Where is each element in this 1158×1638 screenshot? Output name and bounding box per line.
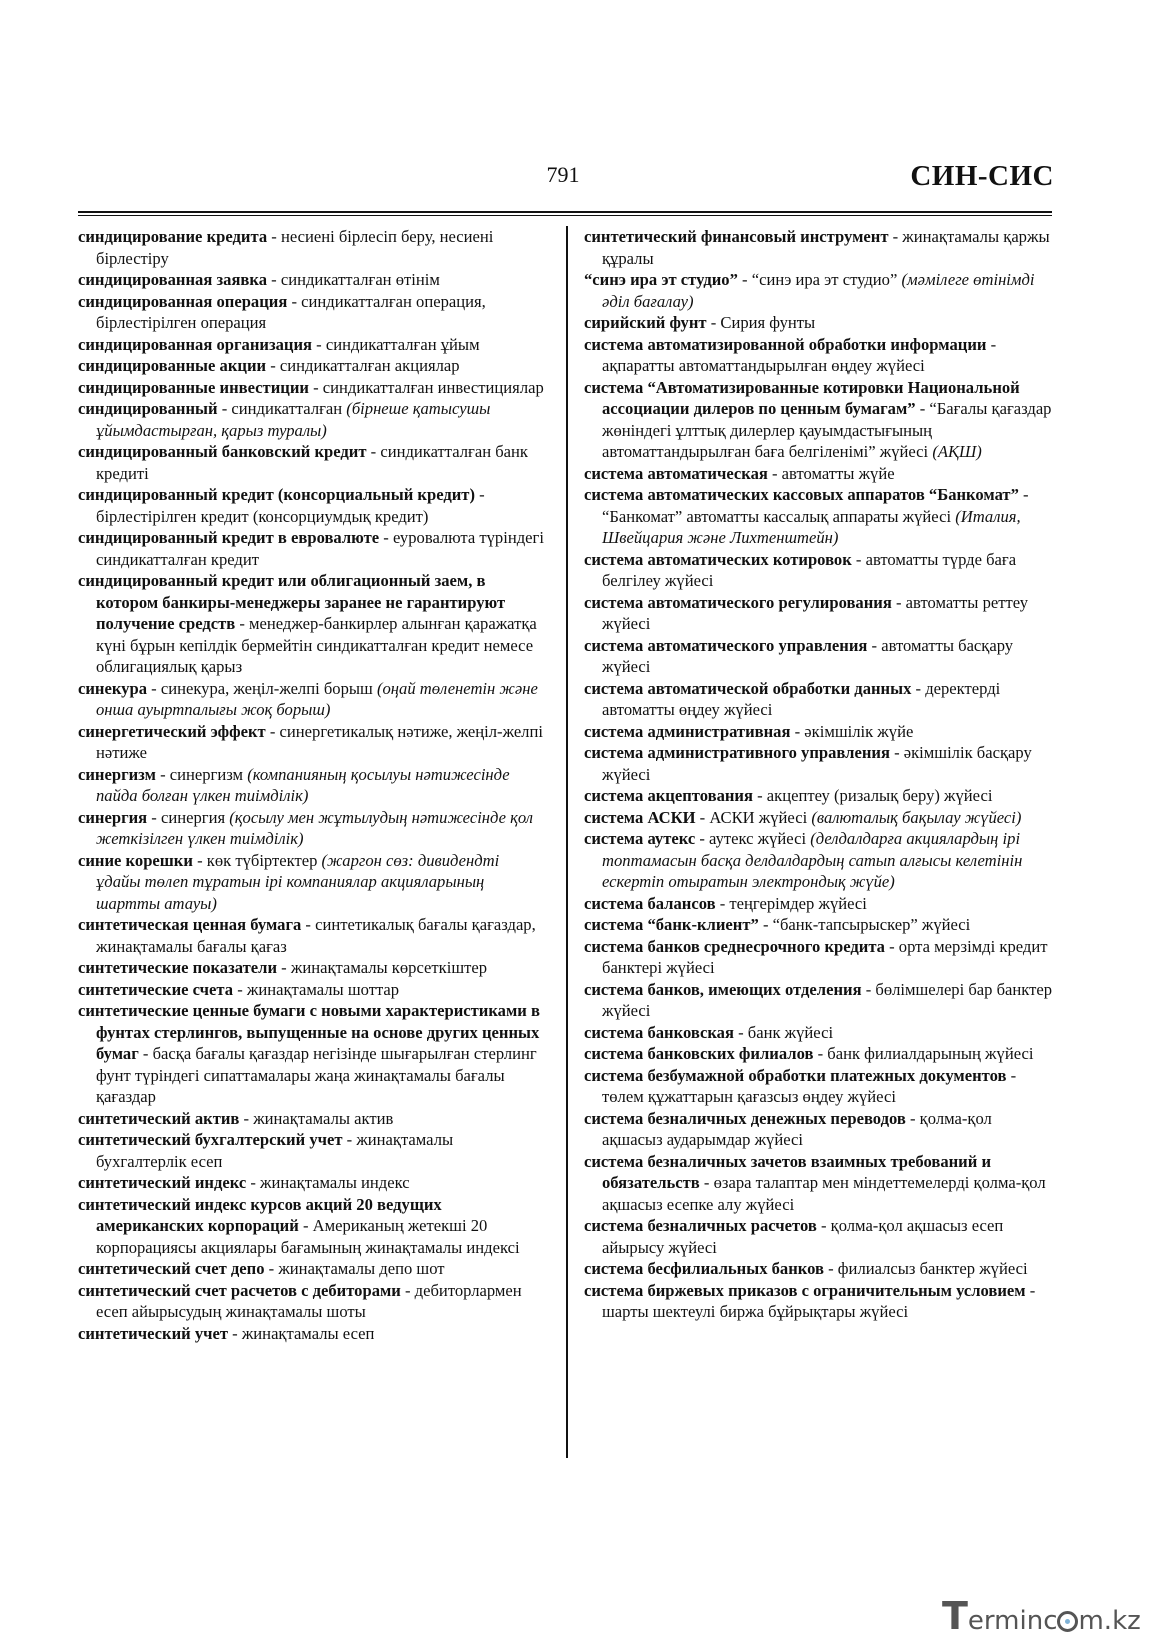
dictionary-entry bbox=[584, 828, 1056, 893]
dictionary-entry bbox=[78, 269, 546, 291]
entry-definition: - синдикатталған өтінім bbox=[267, 270, 440, 289]
dictionary-entry bbox=[584, 463, 1056, 485]
entry-term: синдицированная организация bbox=[78, 334, 313, 354]
entry-note: (мәмілеге өтінімді әділ бағалау) bbox=[602, 270, 1035, 311]
entry-definition: - автоматты жүйе bbox=[767, 463, 895, 483]
entry-definition: - синдикатталған акциялар bbox=[266, 356, 460, 375]
dictionary-entry bbox=[584, 936, 1056, 979]
entry-definition: - жинақтамалы шоттар bbox=[233, 979, 400, 999]
entry-term: система аутекс bbox=[584, 829, 696, 848]
entry-definition: - синдикатталған инвестициялар bbox=[308, 377, 544, 397]
entry-definition: - автоматты түрде баға белгілеу жүйесі bbox=[602, 549, 1017, 590]
page-number: 791 bbox=[546, 162, 580, 187]
entry-term: система балансов bbox=[584, 893, 716, 913]
entry-term: синдицированный кредит (консорциальный кредит) bbox=[78, 485, 475, 504]
entry-term: система административного управления bbox=[584, 743, 890, 762]
dictionary-entry bbox=[584, 1280, 1056, 1323]
entry-term: система автоматической обработки данных bbox=[584, 678, 912, 698]
dictionary-entry bbox=[78, 334, 546, 356]
entry-term: система АСКИ bbox=[584, 807, 696, 827]
right-column bbox=[584, 226, 1056, 1323]
dictionary-entry bbox=[584, 1043, 1056, 1065]
dictionary-entry bbox=[584, 1258, 1056, 1280]
dictionary-entry bbox=[584, 1151, 1056, 1216]
entry-term: синтетический индекс курсов акций 20 ведущих американских корпораций bbox=[78, 1194, 442, 1235]
entry-definition: - менеджер-банкирлер алынған қаражатқа күні бұрын кепілдік бермейтін синдикатталған кредит немесе облигациялық қарыз bbox=[96, 614, 537, 676]
globe-icon bbox=[1057, 1611, 1078, 1632]
entry-term: система банков, имеющих отделения bbox=[584, 979, 862, 999]
dictionary-entry bbox=[584, 1108, 1056, 1151]
entry-term: синдицирование кредита bbox=[78, 227, 268, 246]
dictionary-entry bbox=[584, 678, 1056, 721]
entry-definition: - синдикатталған ұйым bbox=[312, 334, 480, 354]
entry-term: система “банк-клиент” bbox=[584, 915, 759, 934]
entry-term: синтетический бухгалтерский учет bbox=[78, 1130, 343, 1149]
dictionary-entry bbox=[584, 893, 1056, 915]
entry-definition: - деректерді автоматты өңдеу жүйесі bbox=[602, 678, 1001, 719]
dictionary-entry bbox=[584, 1215, 1056, 1258]
entry-definition: - қолма-қол ақшасыз есеп айырысу жүйесі bbox=[602, 1216, 1004, 1257]
entry-definition: - жинақтамалы актив bbox=[239, 1108, 394, 1128]
entry-definition: - жинақтамалы бухгалтерлік есеп bbox=[96, 1130, 454, 1171]
dictionary-entry bbox=[78, 721, 546, 764]
entry-term: синдицированные инвестиции bbox=[78, 377, 309, 397]
entry-definition: - орта мерзімді кредит банктері жүйесі bbox=[602, 936, 1048, 977]
dictionary-entry bbox=[584, 269, 1056, 312]
entry-definition: - “Бағалы қағаздар жөніндегі ұлттық дилерлер қауымдастығының автоматтандырылған баға белгіленімі” жүйесі bbox=[602, 399, 1052, 461]
entry-definition: - бірлестірілген кредит (консорциумдық кредит) bbox=[96, 485, 485, 526]
entry-definition: - “банк-тапсырыскер” жүйесі bbox=[758, 915, 971, 934]
dictionary-entry bbox=[78, 764, 546, 807]
dictionary-entry bbox=[584, 226, 1056, 269]
entry-definition: - банк жүйесі bbox=[733, 1022, 834, 1042]
entry-definition: - бөлімшелері бар банктер жүйесі bbox=[602, 979, 1053, 1020]
dictionary-entry bbox=[584, 592, 1056, 635]
entry-definition: - еуровалюта түріндегі синдикатталған кредит bbox=[96, 528, 544, 569]
entry-note: (оңай төленетін және онша ауыртпалығы жоқ борыш) bbox=[96, 678, 538, 719]
entry-term: синергия bbox=[78, 807, 148, 827]
entry-term: синтетический счет депо bbox=[78, 1259, 265, 1278]
dictionary-entry bbox=[78, 1194, 546, 1259]
entry-term: система банковская bbox=[584, 1022, 734, 1042]
header-rule-top bbox=[78, 211, 1052, 213]
entry-definition: - акцептеу (ризалық беру) жүйесі bbox=[752, 786, 993, 805]
entry-definition: - автоматты реттеу жүйесі bbox=[602, 592, 1028, 633]
entry-term: система биржевых приказов с ограничительным условием bbox=[584, 1280, 1026, 1300]
entry-note: (қосылу мен жұтылудың нәтижесінде қол жеткізілген үлкен тиімділік) bbox=[96, 807, 534, 848]
dictionary-entry bbox=[78, 807, 546, 850]
entry-definition: - синтетикалық бағалы қағаздар, жинақтамалы бағалы қағаз bbox=[96, 915, 536, 956]
dictionary-entry bbox=[78, 914, 546, 957]
termincom-logo: Terminc m.kz bbox=[942, 1594, 1141, 1638]
dictionary-entry bbox=[584, 721, 1056, 743]
entry-term: синтетический учет bbox=[78, 1323, 229, 1343]
entry-term: система административная bbox=[584, 721, 791, 741]
entry-term: синтетические показатели bbox=[78, 958, 278, 977]
column-divider bbox=[566, 226, 568, 1458]
dictionary-entry bbox=[584, 312, 1056, 334]
entry-definition: - синдикатталған операция, бірлестірілген операция bbox=[96, 291, 486, 332]
entry-definition: - несиені бірлесіп беру, несиені бірлестіру bbox=[96, 227, 494, 268]
entry-definition: - жинақтамалы есеп bbox=[228, 1323, 375, 1343]
dictionary-entry bbox=[78, 484, 546, 527]
entry-term: система автоматического регулирования bbox=[584, 592, 892, 612]
dictionary-entry bbox=[78, 1108, 546, 1130]
running-head: СИН-СИС bbox=[910, 160, 1054, 192]
entry-definition: - Сирия фунты bbox=[706, 313, 816, 332]
entry-definition: - қолма-қол ақшасыз аударымдар жүйесі bbox=[602, 1108, 992, 1149]
dictionary-entry bbox=[584, 334, 1056, 377]
entry-definition: - синдикатталған bbox=[217, 399, 347, 418]
entry-term: система “Автоматизированные котировки Национальной ассоциации дилеров по ценным бумагам” bbox=[584, 377, 1020, 418]
entry-term: система безналичных зачетов взаимных требований и обязательств bbox=[584, 1151, 992, 1192]
entry-term: синдицированные акции bbox=[78, 356, 267, 375]
entry-note: (бірнеше қатысушы ұйымдастырған, қарыз туралы) bbox=[96, 399, 491, 440]
entry-term: синдицированная операция bbox=[78, 291, 288, 311]
entry-term: система автоматическая bbox=[584, 463, 768, 483]
entry-definition: - теңгерімдер жүйесі bbox=[715, 893, 867, 913]
dictionary-entry bbox=[584, 742, 1056, 785]
entry-definition: - шарты шектеулі биржа бұйрықтары жүйесі bbox=[602, 1280, 1036, 1321]
entry-term: синтетическая ценная бумага bbox=[78, 915, 302, 934]
entry-term: система банков среднесрочного кредита bbox=[584, 936, 885, 956]
entry-term: система автоматических кассовых аппаратов “Банкомат” bbox=[584, 485, 1019, 504]
entry-definition: - жинақтамалы индекс bbox=[246, 1173, 410, 1192]
dictionary-entry bbox=[78, 979, 546, 1001]
dictionary-entry bbox=[78, 1129, 546, 1172]
entry-term: система безналичных денежных переводов bbox=[584, 1108, 906, 1128]
entry-definition: - синекура, жеңіл-желпі борыш bbox=[147, 678, 377, 698]
entry-term: синтетический индекс bbox=[78, 1173, 247, 1192]
entry-term: система безбумажной обработки платежных документов bbox=[584, 1065, 1007, 1085]
entry-term: система акцептования bbox=[584, 786, 753, 805]
entry-term: “синэ ира эт студио” bbox=[584, 270, 738, 289]
entry-definition: - аутекс жүйесі bbox=[695, 829, 811, 848]
entry-term: синдицированный банковский кредит bbox=[78, 442, 367, 461]
entry-term: система автоматизированной обработки информации bbox=[584, 334, 987, 354]
entry-term: система автоматических котировок bbox=[584, 549, 852, 569]
entry-term: синекура bbox=[78, 678, 148, 698]
dictionary-entry bbox=[78, 355, 546, 377]
entry-definition: - әкімшілік басқару жүйесі bbox=[602, 743, 1032, 784]
dictionary-entry bbox=[78, 398, 546, 441]
dictionary-entry bbox=[78, 1280, 546, 1323]
entry-definition: - “Банкомат” автоматты кассалық аппараты жүйесі bbox=[602, 485, 1029, 526]
left-column bbox=[78, 226, 546, 1344]
dictionary-entry bbox=[584, 484, 1056, 549]
dictionary-entry bbox=[78, 1000, 546, 1108]
entry-term: система автоматического управления bbox=[584, 635, 868, 655]
entry-definition: - әкімшілік жүйе bbox=[790, 721, 914, 741]
dictionary-entry bbox=[584, 635, 1056, 678]
dictionary-entry bbox=[78, 291, 546, 334]
dictionary-entry bbox=[584, 1022, 1056, 1044]
dictionary-entry bbox=[584, 785, 1056, 807]
entry-term: сирийский фунт bbox=[584, 313, 707, 332]
entry-term: система бесфилиальных банков bbox=[584, 1259, 824, 1278]
entry-definition: - синергия bbox=[147, 807, 230, 827]
dictionary-entry bbox=[78, 527, 546, 570]
entry-definition: - синергизм bbox=[155, 764, 248, 784]
entry-note: (жаргон сөз: дивидендті ұдайы төлеп тұратын ірі компаниялар акцияларының шартты атауы) bbox=[96, 850, 500, 913]
entry-term: синтетический финансовый инструмент bbox=[584, 227, 889, 246]
entry-term: синтетические ценные бумаги с новыми характеристиками в фунтах стерлингов, выпущенные на основе других ценных бумаг bbox=[78, 1001, 540, 1063]
dictionary-entry bbox=[78, 1258, 546, 1280]
entry-term: синие корешки bbox=[78, 850, 193, 870]
dictionary-entry bbox=[584, 549, 1056, 592]
dictionary-entry bbox=[584, 807, 1056, 829]
dictionary-entry bbox=[78, 1172, 546, 1194]
entry-term: синтетические счета bbox=[78, 979, 234, 999]
entry-term: синдицированная заявка bbox=[78, 270, 267, 289]
dictionary-entry bbox=[78, 226, 546, 269]
entry-definition: - синергетикалық нәтиже, жеңіл-желпі нәтиже bbox=[96, 721, 543, 762]
entry-note: (компанияның қосылуы нәтижесінде пайда болған үлкен тиімділік) bbox=[96, 764, 510, 805]
dictionary-entry bbox=[78, 441, 546, 484]
entry-term: система банковских филиалов bbox=[584, 1044, 814, 1063]
dictionary-entry bbox=[78, 1323, 546, 1345]
entry-definition: - көк түбіртектер bbox=[192, 850, 322, 870]
entry-term: синдицированный кредит или облигационный заем, в котором банкиры-менеджеры заранее не гарантируют получение средств bbox=[78, 571, 506, 633]
entry-definition: - автоматты басқару жүйесі bbox=[602, 635, 1014, 676]
entry-definition: - жинақтамалы қаржы құралы bbox=[602, 227, 1050, 268]
entry-note: (Италия, Швейцария және Лихтенштейн) bbox=[602, 506, 1021, 547]
entry-term: синергизм bbox=[78, 764, 156, 784]
entry-definition: - банк филиалдарының жүйесі bbox=[813, 1044, 1034, 1063]
dictionary-entry bbox=[584, 377, 1056, 463]
entry-note: (делдалдарға акциялардың ірі топтамасын басқа делдалдардың сатып алғысы келетінін ескертіп отыратын электрондық жүйе) bbox=[602, 829, 1023, 891]
dictionary-entry bbox=[584, 914, 1056, 936]
dictionary-entry bbox=[78, 678, 546, 721]
dictionary-entry bbox=[584, 979, 1056, 1022]
dictionary-entry bbox=[78, 850, 546, 915]
entry-note: (валюталық бақылау жүйесі) bbox=[811, 807, 1022, 827]
entry-definition: - төлем құжаттарын қағазсыз өңдеу жүйесі bbox=[602, 1065, 1017, 1106]
entry-definition: - ақпаратты автоматтандырылған өңдеу жүйесі bbox=[602, 334, 997, 375]
entry-term: синтетический счет расчетов с дебиторами bbox=[78, 1280, 401, 1300]
entry-definition: - жинақтамалы көрсеткіштер bbox=[277, 958, 488, 977]
dictionary-entry bbox=[78, 570, 546, 678]
entry-definition: - “синэ ира эт студио” bbox=[737, 270, 902, 289]
entry-term: синдицированный кредит в евровалюте bbox=[78, 528, 380, 547]
entry-definition: - синдикатталған банк кредиті bbox=[96, 442, 528, 483]
entry-definition: - өзара талаптар мен міндеттемелерді қолма-қол ақшасыз есепке алу жүйесі bbox=[602, 1173, 1046, 1214]
entry-term: синергетический эффект bbox=[78, 721, 266, 741]
dictionary-entry bbox=[584, 1065, 1056, 1108]
entry-term: синтетический актив bbox=[78, 1108, 240, 1128]
dictionary-entry bbox=[78, 377, 546, 399]
entry-definition: - жинақтамалы депо шот bbox=[264, 1259, 445, 1278]
entry-definition: - филиалсыз банктер жүйесі bbox=[823, 1259, 1028, 1278]
entry-definition: - АСКИ жүйесі bbox=[695, 807, 812, 827]
entry-definition: - басқа бағалы қағаздар негізінде шығарылған стерлинг фунт түріндегі сипаттамалары жаңа жинақтамалы бағалы қағаздар bbox=[96, 1044, 537, 1106]
dictionary-entry bbox=[78, 957, 546, 979]
entry-definition: - Американың жетекші 20 корпорациясы акциялары бағамының жинақтамалы индексі bbox=[96, 1216, 520, 1257]
entry-term: система безналичных расчетов bbox=[584, 1216, 817, 1235]
entry-note: (АҚШ) bbox=[932, 442, 982, 461]
entry-definition: - дебиторлармен есеп айырысудың жинақтамалы шоты bbox=[96, 1280, 522, 1321]
header-rule-bottom bbox=[78, 215, 1052, 216]
entry-term: синдицированный bbox=[78, 399, 218, 418]
